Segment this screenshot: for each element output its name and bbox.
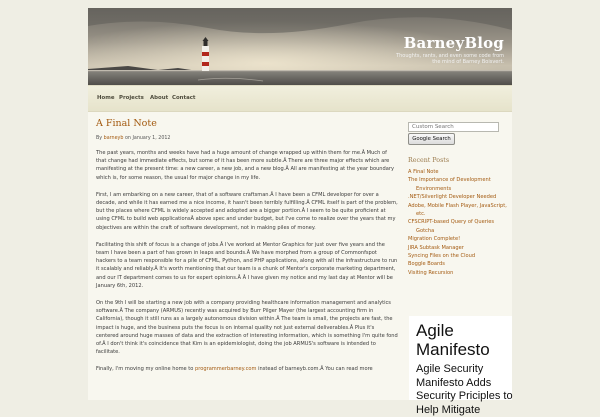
post-paragraph xyxy=(96,365,398,373)
recent-post-link[interactable]: Boggle Boards xyxy=(408,261,445,268)
programmerbarney-link[interactable]: programmerbarney.com xyxy=(195,366,257,373)
recent-post-link[interactable]: Visiting Recursion xyxy=(408,269,454,276)
author-link[interactable]: barneyb xyxy=(103,136,124,141)
blog-tagline: Thoughts, rants, and even some code from the mind of Barney Boisvert. xyxy=(396,53,504,65)
post-paragraph: The past years, months and weeks have had a huge amount of change wrapped up within them for me.Â Much of that change had immediate effects, but some of it has been more subtle.Â There are three major effects which are manifesting at the present time: a new career, a new job, and a new blog.Â All are manifesting at the year boundary which is, for some reason, the usual for major change in my life. xyxy=(96,150,394,181)
ad-body[interactable]: Agile Security Manifesto Adds Security Priciples to Help Mitigate xyxy=(416,363,513,416)
post-paragraph: On the 9th I will be starting a new job with a company providing healthcare information management and analytics software.Â The company (ARMUS) recently was acquired by Burr Pilger Mayer (the largest accounting firm in California), though it still runs as a largely autonomous division within.Â The team is small, the projects are fast, the impact is huge, and the business puts the focus is on internal quality not just external deliverables.Â Plus it's centered around huge masses of data and the extraction of interesting information, which is something I'm quite fond of.Â I don't think it's coincidence that Kim is an epidemiologist, doing the job ARMUS's software is intended to facilitate. xyxy=(96,300,398,356)
recent-post-link[interactable]: JIRA Subtask Manager xyxy=(408,244,464,251)
nav-about[interactable]: About xyxy=(150,95,169,101)
post-content xyxy=(96,149,398,383)
recent-post-link[interactable]: Adobe, Mobile Flash Player, JavaScript, etc. xyxy=(408,202,507,218)
post-byline xyxy=(96,136,171,141)
recent-post-link[interactable]: .NET/Silverlight Developer Needed xyxy=(408,194,497,201)
page-wrapper xyxy=(88,8,513,416)
main-nav xyxy=(88,85,512,112)
ad-title[interactable]: Agile Manifesto xyxy=(416,321,490,359)
byline-prefix: By xyxy=(96,136,103,141)
cutoff-prefix: Finally, I'm moving my online home to xyxy=(96,366,194,373)
recent-post-link[interactable]: A Final Note xyxy=(408,169,439,175)
recent-post-link[interactable]: Syncing Files on the Cloud xyxy=(408,253,476,260)
post-date: January 1, 2012 xyxy=(132,136,171,141)
byline-mid: on xyxy=(124,136,131,141)
recent-posts-heading: Recent Posts xyxy=(408,157,450,164)
recent-posts-list xyxy=(408,168,508,277)
recent-post-link[interactable]: CFSCRIPT-based Query of Queries Gotcha xyxy=(408,219,495,234)
search-input[interactable] xyxy=(408,122,499,132)
post-paragraph: First, I am embarking on a new career, that of a software craftsman.Â I have been a CFML developer for over a decade, and while it has earned me a nice income, it hasn't been terribly fulfilling.Â CFML itself is part of the problem, but the places where CFML is widely accepted and adopted are a bigger portion.Â I seem to be quite proficient at using CFML to build web applicationsÂ above spec and under budget, but I've come to realize over the years that my objectives are within the craft of software development, not in making piles of money. xyxy=(96,191,398,231)
recent-post-link[interactable]: Migration Complete! xyxy=(408,236,461,243)
post-title[interactable]: A Final Note xyxy=(96,118,157,129)
nav-projects[interactable]: Projects xyxy=(119,95,144,101)
post-paragraph: Facilitating this shift of focus is a change of jobs.Â I've worked at Mentor Graphics for just over five years and the team I have been a part of has grown in leaps and bounds.Â We have morphed from a group of Commonfspot hackers to a team responsible for a pile of CFML, Python, and PHP applications, along with all the infrastructure to run it scalably and reliably.Â It's worth mentioning that our team is a chunk of Mentor's corporate marketing department, and our IT department comes to us for expert opinions.Â Â I have given my notice and my last day at Mentor will be January 6th, 2012. xyxy=(96,241,398,289)
blog-title[interactable]: BarneyBlog xyxy=(403,34,504,52)
blog-header xyxy=(88,8,512,85)
cutoff-suffix: instead of barneyb.com.Â You can read more xyxy=(258,366,373,373)
nav-contact[interactable]: Contact xyxy=(172,95,196,101)
recent-post-link[interactable]: The Importance of Development Environments xyxy=(408,177,491,192)
sidebar-ad[interactable] xyxy=(409,316,513,416)
google-search-button[interactable]: Google Search xyxy=(408,133,455,145)
nav-home[interactable]: Home xyxy=(97,95,115,101)
